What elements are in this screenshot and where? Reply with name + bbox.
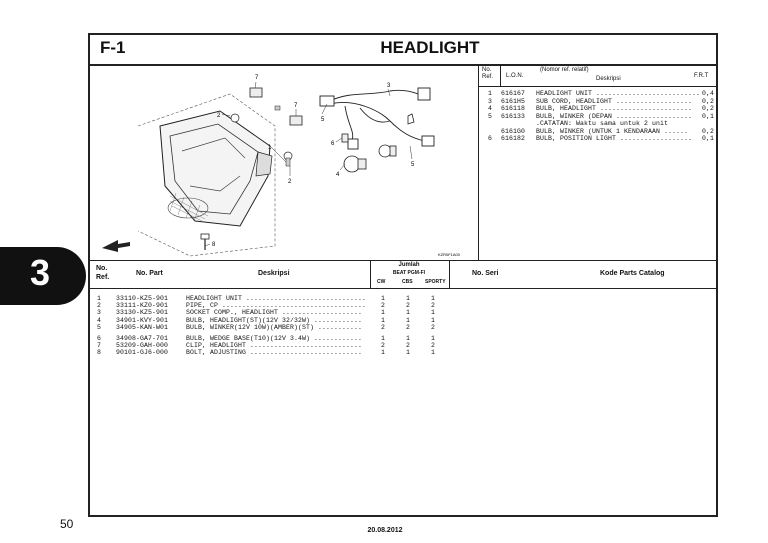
table-row: 1 616167 HEADLIGHT UNIT .......................... 0,4 — [488, 90, 715, 97]
cbs-header: CBS — [402, 279, 413, 285]
table-row: 5 34905-KAN-W01 BULB, WINKER(12V 10W)(AMBER)(ST) ........... 2 2 2 — [97, 323, 436, 331]
callout-label: 1 — [268, 145, 272, 151]
front-arrow-icon — [102, 240, 130, 252]
section-tab-number: 3 — [30, 252, 51, 293]
callout-label: 3 — [387, 83, 391, 89]
diagram-divider — [478, 66, 479, 260]
no-part-header: No. Part — [136, 270, 163, 277]
kode-parts-catalog-header: Kode Parts Catalog — [600, 270, 665, 277]
upper-header-divider — [478, 86, 718, 87]
no-ref-header: No. Ref. — [96, 265, 110, 281]
parts-table-body — [92, 295, 452, 356]
headlight-unit-drawing — [160, 111, 272, 226]
upper-table-body — [484, 90, 716, 143]
table-row: 4 34901-KVY-901 BULB, HEADLIGHT(ST)(12V 32/32W) ............ 1 1 1 — [97, 316, 436, 324]
no-seri-header: No. Seri — [472, 270, 499, 277]
callout-label: 8 — [212, 242, 216, 248]
upper-deskripsi-header: Deskripsi — [596, 76, 621, 82]
callout-label: 6 — [331, 141, 335, 147]
table-row: 6 34908-GA7-701 BULB, WEDGE BASE(T10)(12V 3.4W) ............ 1 1 1 — [97, 334, 436, 342]
page-title: HEADLIGHT — [380, 38, 480, 57]
page-number: 50 — [60, 517, 74, 531]
exploded-diagram — [90, 66, 478, 260]
cw-header: CW — [377, 279, 386, 285]
table-row: 8 90101-GJ6-000 BOLT, ADJUSTING ............................ 1 1 1 — [97, 349, 436, 357]
table-row: 4 616118 BULB, HEADLIGHT ....................... 0,2 — [488, 105, 715, 112]
callout-label: 5 — [411, 162, 415, 168]
print-date: 20.08.2012 — [367, 527, 403, 534]
callout-label: 2 — [288, 179, 292, 185]
callout-label: 7 — [255, 75, 259, 81]
table-row: 2 33111-KZ0-901 PIPE, CP .................................... 2 2 2 — [97, 302, 436, 310]
upper-lon-header: L.O.N. — [506, 73, 524, 79]
upper-no-ref-header: No. Ref. — [482, 67, 494, 80]
callout-label: 7 — [294, 103, 298, 109]
jumlah-sub-header: BEAT PGM-FI — [392, 270, 426, 276]
table-row: 1 33110-KZ5-901 HEADLIGHT UNIT .............................. 1 1 1 — [97, 295, 436, 302]
callout-label: 5 — [321, 117, 325, 123]
table-row: 7 53209-GAH-000 CLIP, HEADLIGHT ............................ 2 2 2 — [97, 341, 436, 349]
upper-frt-header: F.R.T — [694, 73, 709, 79]
sporty-header: SPORTY — [425, 279, 446, 285]
section-code: F-1 — [100, 38, 126, 57]
callout-label: 4 — [336, 172, 340, 178]
upper-nomor-header: (Nomor ref. relatif) — [540, 67, 589, 73]
jumlah-header: Jumlah — [398, 262, 420, 268]
table-row: 6 616182 BULB, POSITION LIGHT .................. 0,1 — [488, 135, 715, 142]
socket-cord-drawing — [320, 88, 434, 149]
diagram-stamp: KZR0F1A00 — [438, 252, 461, 257]
deskripsi-header: Deskripsi — [258, 270, 290, 277]
table-row: 3 6161H5 SUB CORD, HEADLIGHT ................... 0,2 — [488, 97, 715, 105]
callout-label: 2 — [217, 113, 221, 119]
table-row: 5 616133 BULB, WINKER (DEPAN ................... 0,1 — [488, 112, 715, 120]
table-row: 6161G0 BULB, WINKER (UNTUK 1 KENDARAAN ...... 0,2 — [501, 127, 715, 135]
table-row: .CATATAN: Waktu sama untuk 2 unit — [536, 120, 669, 127]
table-row: 3 33130-KZ5-901 SOCKET COMP., HEADLIGHT .................... 1 1 1 — [97, 309, 436, 317]
clip-drawing — [250, 88, 262, 97]
parts-table-header-divider — [88, 288, 718, 289]
